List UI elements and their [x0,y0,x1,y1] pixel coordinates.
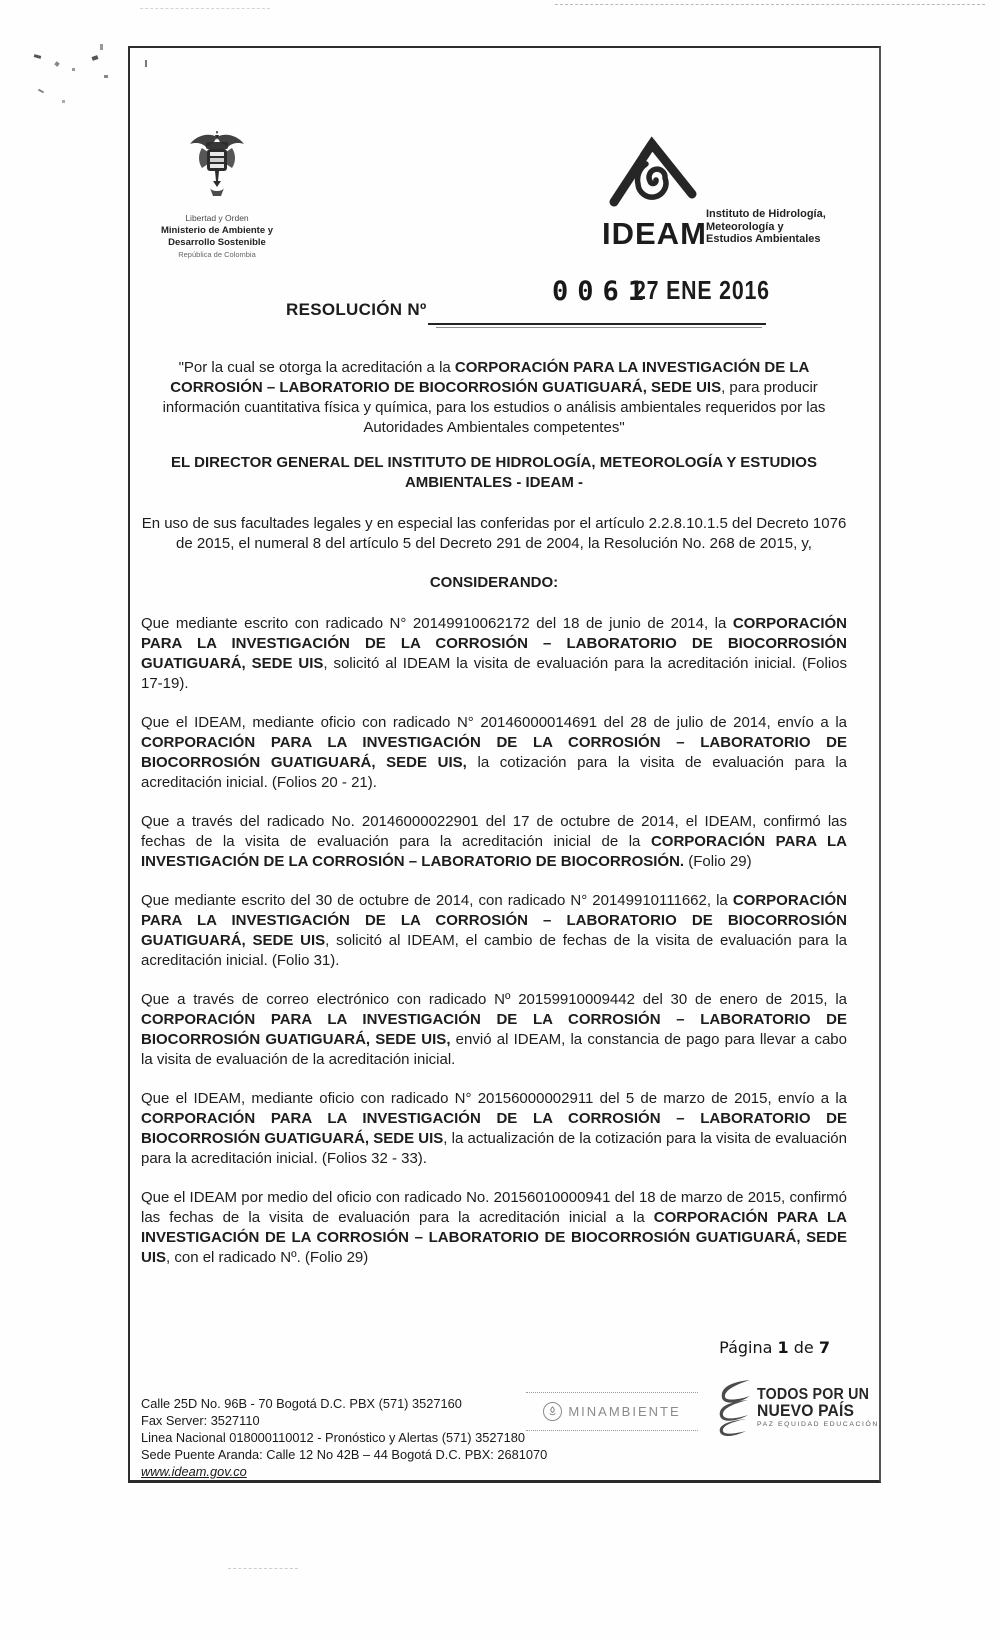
ideam-acronym: IDEAM [602,216,707,251]
text-run: envió al IDEAM, la constancia de pago para llevar a cabo la visita de evaluación de la acreditación inicial. [141,1031,847,1068]
text-run: (Folio 29) [684,853,752,870]
pencil-mark [54,61,60,67]
footer-address-line2: Fax Server: 3527110 [141,1413,260,1428]
text-run: la cotización para la visita de evaluación para la acreditación inicial. (Folios 20 - 21). [141,754,847,791]
legal-basis-paragraph: En uso de sus facultades legales y en especial las conferidas por el artículo 2.2.8.10.1.5 del Decreto 1076 de 2015, el numeral 8 del artículo 5 del Decreto 291 de 2004, la Resolución No. 268 de 2015, y, [141,515,847,552]
pencil-mark [38,89,44,94]
bold-text-run: CORPORACIÓN PARA LA INVESTIGACIÓN DE LA CORROSIÓN – LABORATORIO DE BIOCORROSIÓN GUATIGUARÁ, SEDE UIS [141,615,847,672]
ideam-institute-name [706,208,826,246]
page-indicator-total: 7 [818,1338,830,1357]
minambiente-seal-icon [543,1402,562,1421]
bold-text-run: CORPORACIÓN PARA LA INVESTIGACIÓN DE LA CORROSIÓN – LABORATORIO DE BIOCORROSIÓN GUATIGUARÁ, SEDE UIS, [141,734,847,771]
considerando-paragraph-4 [141,891,847,971]
colombia-coat-of-arms-icon [186,128,248,212]
date-stamp: 27 ENE 2016 [634,275,770,305]
ministry-country: República de Colombia [178,250,256,259]
resolution-subject-paragraph [141,358,847,438]
pencil-mark [100,44,103,50]
text-run: Que a través de correo electrónico con radicado Nº 20159910009442 del 30 de enero de 2015, la [141,991,847,1008]
text-run: Que el IDEAM por medio del oficio con radicado No. 20156010000941 del 18 de marzo de 2015, confirmó las fechas de la visita de evaluación para la acreditación inicial a la [141,1189,847,1226]
pencil-mark [91,55,98,61]
ministry-name-line1: Ministerio de Ambiente y [160,225,274,236]
footer-address-line4: Sede Puente Aranda: Calle 12 No 42B – 44 Bogotá D.C. PBX: 2681070 [141,1447,548,1462]
footer-address-block [141,1395,547,1480]
minambiente-label: MINAMBIENTE [568,1404,681,1419]
considerando-paragraph-7 [141,1188,847,1268]
resolution-label: RESOLUCIÓN Nº [286,300,427,319]
director-heading: EL DIRECTOR GENERAL DEL INSTITUTO DE HIDROLOGÍA, METEOROLOGÍA Y ESTUDIOS AMBIENTALES - IDEAM - [171,454,817,491]
text-run: , solicitó al IDEAM, el cambio de fechas de la visita de evaluación para la acreditación inicial. (Folio 31). [141,932,847,969]
considerando-heading: CONSIDERANDO: [429,574,559,591]
page-indicator-current: 1 [777,1338,789,1357]
ideam-institute-line1: Instituto de Hidrología, [706,208,826,220]
ideam-logo [598,136,828,251]
considerando-paragraph-5 [141,990,847,1070]
text-run: Que el IDEAM, mediante oficio con radicado N° 20156000002911 del 5 de marzo de 2015, envío a la [141,1090,847,1107]
page-indicator [560,1338,830,1357]
nuevo-pais-line1: TODOS POR UN [757,1385,870,1403]
text-run: "Por la cual se otorga la acreditación a la [178,359,455,376]
considerando-paragraph-2 [141,713,847,793]
text-run: Que mediante escrito con radicado N° 20149910062172 del 18 de junio de 2014, la [141,615,733,632]
ideam-institute-line3: Estudios Ambientales [706,233,821,245]
pencil-mark [34,54,42,59]
scan-artifact-line [555,4,985,5]
page-indicator-prefix: Página [719,1338,773,1357]
scan-artifact-line [140,8,270,9]
nuevo-pais-leaf-icon [712,1378,752,1438]
pencil-mark [62,100,65,103]
text-run: , con el radicado Nº. (Folio 29) [166,1249,369,1266]
text-run: Que a través del radicado No. 20146000022901 del 17 de octubre de 2014, el IDEAM, confirmó las fechas de la visita de evaluación para la acreditación inicial de la [141,813,847,850]
bold-text-run: CORPORACIÓN PARA LA INVESTIGACIÓN DE LA CORROSIÓN – LABORATORIO DE BIOCORROSIÓN. [141,833,847,870]
bold-text-run: CORPORACIÓN PARA LA INVESTIGACIÓN DE LA CORROSIÓN – LABORATORIO DE BIOCORROSIÓN GUATIGUARÁ, SEDE UIS [141,892,847,949]
considerando-paragraph-3 [141,812,847,872]
ministry-logo [150,128,284,259]
scan-artifact-line [228,1568,298,1569]
bold-text-run: CORPORACIÓN PARA LA INVESTIGACIÓN DE LA CORROSIÓN – LABORATORIO DE BIOCORROSIÓN GUATIGUARÁ, SEDE UIS [170,359,810,396]
bold-text-run: CORPORACIÓN PARA LA INVESTIGACIÓN DE LA CORROSIÓN – LABORATORIO DE BIOCORROSIÓN GUATIGUARÁ, SEDE UIS [141,1110,847,1147]
nuevo-pais-line2: NUEVO PAÍS [757,1401,855,1421]
ideam-institute-line2: Meteorología y [706,220,784,233]
minambiente-logo [526,1392,698,1431]
text-run: Que el IDEAM, mediante oficio con radicado N° 20146000014691 del 28 de julio de 2014, envío a la [141,714,847,731]
pencil-mark [72,68,75,71]
footer-address-line3: Linea Nacional 018000110012 - Pronóstico y Alertas (571) 3527180 [141,1430,525,1445]
document-body [141,358,847,1287]
resolution-underline-shadow [436,327,762,328]
considerando-paragraph-1 [141,614,847,694]
nuevo-pais-text [757,1387,879,1429]
text-run: , para producir información cuantitativa física y química, para los estudios o análisis ambientales requeridos por las Autoridades Ambientales competentes" [162,379,826,436]
pencil-mark [104,75,108,78]
resolution-number-stamp: 0061 [552,276,654,307]
ministry-name-line2: Desarrollo Sostenible [168,236,266,248]
text-run: , la actualización de la cotización para la visita de evaluación para la acreditación inicial. (Folios 32 - 33). [141,1130,847,1167]
text-run: Que mediante escrito del 30 de octubre de 2014, con radicado N° 20149910111662, la [141,892,733,909]
ideam-house-spiral-icon [608,136,704,216]
bold-text-run: CORPORACIÓN PARA LA INVESTIGACIÓN DE LA CORROSIÓN – LABORATORIO DE BIOCORROSIÓN GUATIGUARÁ, SEDE UIS [141,1209,847,1266]
nuevo-pais-line3: PAZ EQUIDAD EDUCACIÓN [757,1421,879,1429]
nuevo-pais-logo [712,1378,879,1438]
page-indicator-middle: de [793,1338,814,1357]
footer-website: www.ideam.gov.co [141,1464,247,1479]
footer-address-line1: Calle 25D No. 96B - 70 Bogotá D.C. PBX (571) 3527160 [141,1396,462,1411]
bold-text-run: CORPORACIÓN PARA LA INVESTIGACIÓN DE LA CORROSIÓN – LABORATORIO DE BIOCORROSIÓN GUATIGUARÁ, SEDE UIS, [141,1011,847,1048]
considerando-paragraph-6 [141,1089,847,1169]
text-run: , solicitó al IDEAM la visita de evaluación para la acreditación inicial. (Folios 17-19). [141,655,847,692]
resolution-underline [428,323,766,325]
ministry-name [150,225,284,248]
ministry-motto: Libertad y Orden [185,213,249,223]
